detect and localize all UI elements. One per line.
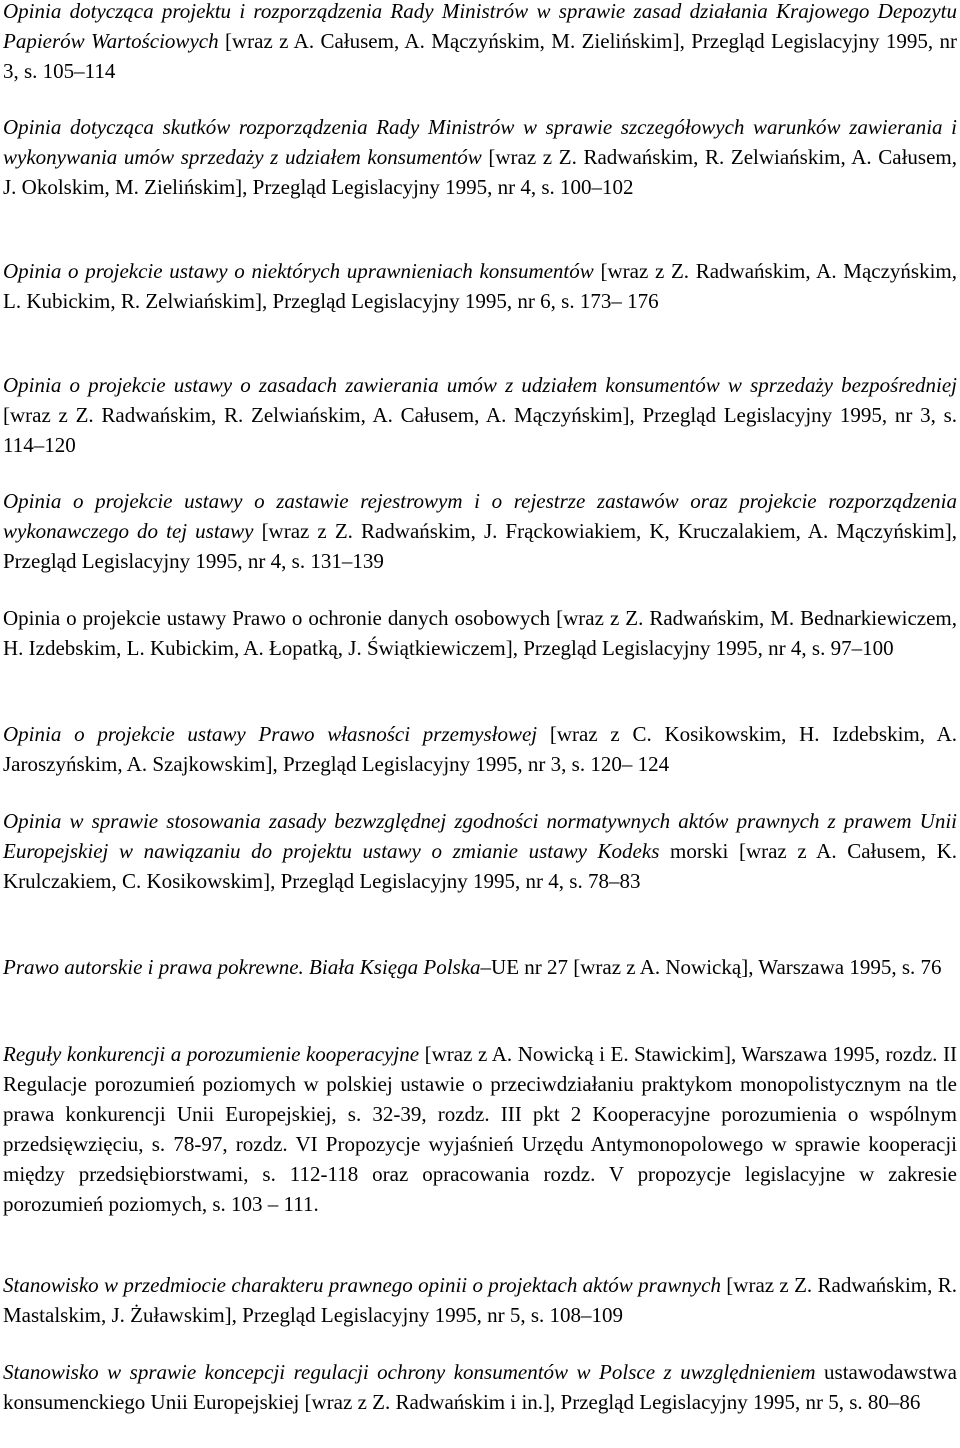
entry-title: Stanowisko w sprawie koncepcji regulacji ochrony konsumentów w Polsce z uwzględnieniem: [3, 1360, 816, 1384]
bibliography-entry: [3, 603, 957, 663]
entry-details: [wraz z Z. Radwańskim, R. Mastalskim, J. Żuławskim], Przegląd Legislacyjny 1995, nr 5, s. 108–109: [3, 1273, 957, 1327]
entry-title: Stanowisko w przedmiocie charakteru prawnego opinii o projektach aktów prawnych: [3, 1273, 721, 1297]
entry-details: [wraz z A. Całusem, A. Mączyńskim, M. Zielińskim], Przegląd Legislacyjny 1995, nr 3, s. 105–114: [3, 29, 957, 83]
entry-title: Opinia o projekcie ustawy Prawo własności przemysłowej: [3, 722, 538, 746]
entry-title: Opinia o projekcie ustawy o niektórych uprawnieniach konsumentów: [3, 259, 594, 283]
entry-details: [wraz z A. Nowicką i E. Stawickim], Warszawa 1995, rozdz. II Regulacje porozumień poziomych w polskiej ustawie o przeciwdziałaniu praktykom monopolistycznym na tle prawa konkurencji Unii Europejskiej, s. 32-39, rozdz. III pkt 2 Kooperacyjne porozumienia o wspólnym przedsięwzięciu, s. 78-97, rozdz. VI Propozycje wyjaśnień Urzędu Antymonopolowego w sprawie kooperacji między przedsiębiorstwami, s. 112-118 oraz opracowania rozdz. V propozycje legislacyjne w zakresie porozumień poziomych, s. 103 – 111.: [3, 1042, 957, 1216]
bibliography-entry: [3, 112, 957, 202]
entry-details: morski [wraz z A. Całusem, K. Krulczakiem, C. Kosikowskim], Przegląd Legislacyjny 1995, nr 4, s. 78–83: [3, 839, 957, 893]
entry-details: [wraz z Z. Radwańskim, R. Zelwiańskim, A. Całusem, J. Okolskim, M. Zielińskim], Przegląd Legislacyjny 1995, nr 4, s. 100–102: [3, 145, 958, 199]
entry-title: Opinia w sprawie stosowania zasady bezwzględnej zgodności normatywnych aktów prawnych z prawem Unii Europejskiej w nawiązaniu do projektu ustawy o zmianie ustawy Kodeks: [3, 809, 957, 863]
bibliography-entry: [3, 952, 957, 982]
bibliography-entry: [3, 1039, 957, 1219]
entry-details: ustawodawstwa konsumenckiego Unii Europejskiej [wraz z Z. Radwańskim i in.], Przegląd Legislacyjny 1995, nr 5, s. 80–86: [3, 1360, 957, 1414]
bibliography-entry: [3, 719, 957, 779]
entry-title: Prawo autorskie i prawa pokrewne. Biała Księga Polska–: [3, 955, 492, 979]
entry-title: Opinia o projekcie ustawy o zasadach zawierania umów z udziałem konsumentów w sprzedaży bezpośredniej: [3, 373, 957, 397]
entry-title: Opinia o projekcie ustawy o zastawie rejestrowym i o rejestrze zastawów oraz projekcie rozporządzenia wykonawczego do tej ustawy: [3, 489, 957, 543]
bibliography-entry: [3, 0, 957, 86]
bibliography-entry: [3, 486, 957, 576]
entry-details: [wraz z C. Kosikowskim, H. Izdebskim, A. Jaroszyńskim, A. Szajkowskim], Przegląd Legislacyjny 1995, nr 3, s. 120– 124: [3, 722, 957, 776]
bibliography-entry: [3, 1357, 957, 1417]
bibliography-entry: [3, 370, 957, 460]
bibliography-entry: [3, 256, 957, 316]
entry-details: [wraz z Z. Radwańskim, R. Zelwiańskim, A. Całusem, A. Mączyńskim], Przegląd Legislacyjny 1995, nr 3, s. 114–120: [3, 403, 957, 457]
entry-details: Opinia o projekcie ustawy Prawo o ochronie danych osobowych [wraz z Z. Radwańskim, M. Bednarkiewiczem, H. Izdebskim, L. Kubickim, A. Łopatką, J. Świątkiewiczem], Przegląd Legislacyjny 1995, nr 4, s. 97–100: [3, 606, 957, 660]
entry-title: Reguły konkurencji a porozumienie kooperacyjne: [3, 1042, 420, 1066]
entry-details: [wraz z Z. Radwańskim, J. Frąckowiakiem, K, Kruczalakiem, A. Mączyńskim], Przegląd Legislacyjny 1995, nr 4, s. 131–139: [3, 519, 957, 573]
bibliography-entry: [3, 806, 957, 896]
entry-details: [wraz z Z. Radwańskim, A. Mączyńskim, L. Kubickim, R. Zelwiańskim], Przegląd Legislacyjny 1995, nr 6, s. 173– 176: [3, 259, 957, 313]
entry-title: Opinia dotycząca projektu i rozporządzenia Rady Ministrów w sprawie zasad działania Krajowego Depozytu Papierów Wartościowych: [3, 0, 957, 53]
bibliography-entry: [3, 1270, 957, 1330]
entry-title: Opinia dotycząca skutków rozporządzenia Rady Ministrów w sprawie szczegółowych warunków zawierania i wykonywania umów sprzedaży z udziałem konsumentów: [3, 115, 957, 169]
entry-details: UE nr 27 [wraz z A. Nowicką], Warszawa 1995, s. 76: [491, 955, 942, 979]
